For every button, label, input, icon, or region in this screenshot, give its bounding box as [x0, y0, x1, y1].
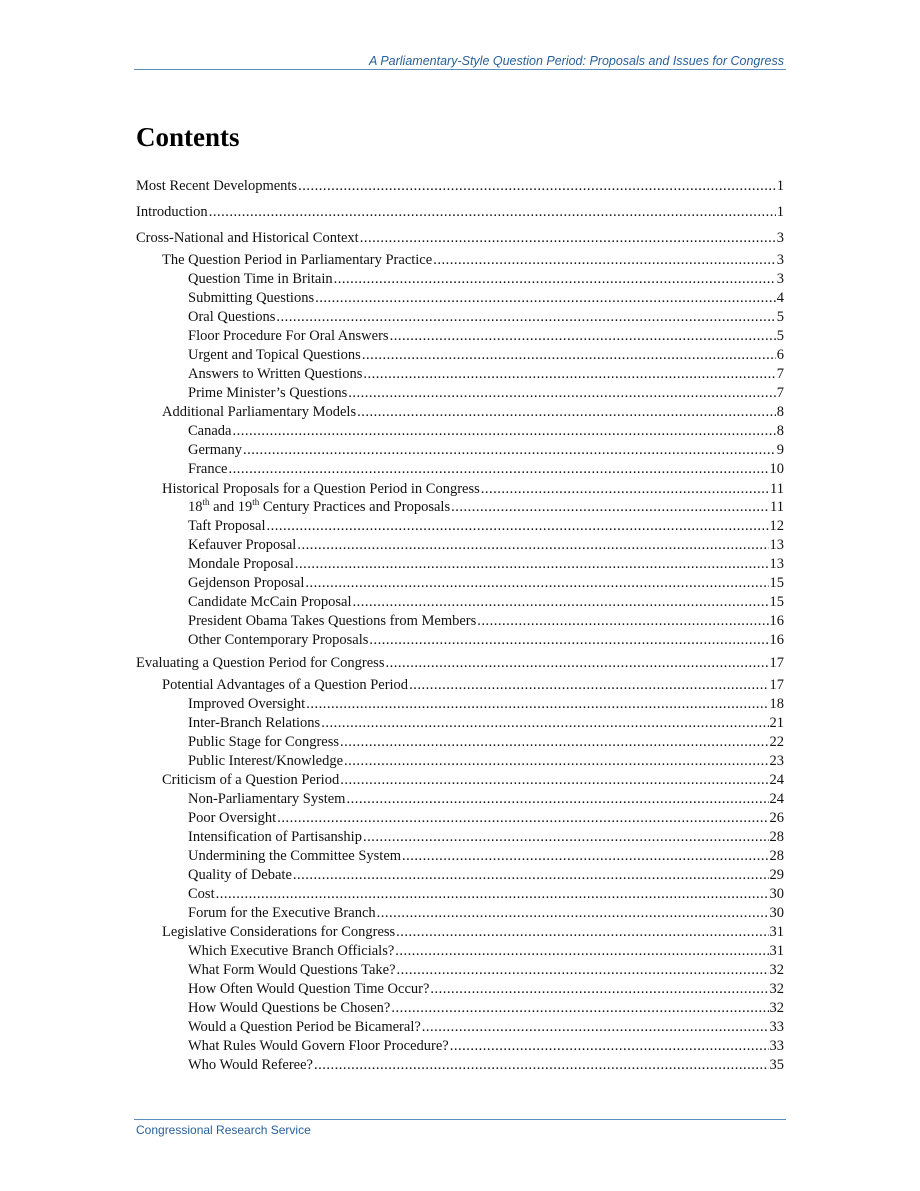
toc-entry[interactable] — [136, 203, 784, 221]
toc-entry[interactable] — [188, 612, 784, 630]
toc-entry-title: Evaluating a Question Period for Congress — [136, 655, 385, 671]
toc-page-number: 26 — [769, 810, 784, 826]
toc-page-number: 4 — [776, 290, 784, 306]
toc-entry-title: France — [188, 461, 228, 477]
toc-entry[interactable] — [136, 654, 784, 672]
toc-leader-dots — [295, 555, 769, 573]
toc-leader-dots — [353, 593, 769, 611]
running-header-title: A Parliamentary-Style Question Period: Proposals and Issues for Congress — [368, 54, 784, 68]
toc-page-number: 28 — [769, 848, 784, 864]
toc-entry[interactable] — [188, 555, 784, 573]
toc-entry-title: President Obama Takes Questions from Members — [188, 613, 477, 629]
toc-entry[interactable] — [162, 923, 784, 941]
toc-entry[interactable] — [188, 593, 784, 611]
toc-entry-title: Oral Questions — [188, 309, 276, 325]
toc-page-number: 3 — [776, 230, 784, 246]
toc-entry[interactable] — [188, 999, 784, 1017]
toc-entry-title: Submitting Questions — [188, 290, 315, 306]
toc-page-number: 5 — [776, 328, 784, 344]
toc-entry[interactable] — [162, 676, 784, 694]
toc-leader-dots — [450, 1037, 769, 1055]
toc-entry[interactable] — [188, 904, 784, 922]
toc-page-number: 15 — [769, 594, 784, 610]
toc-entry[interactable] — [188, 866, 784, 884]
toc-page-number: 17 — [769, 655, 784, 671]
toc-entry[interactable] — [188, 460, 784, 478]
toc-leader-dots — [216, 885, 769, 903]
toc-entry-title: Potential Advantages of a Question Period — [162, 677, 409, 693]
toc-page-number: 3 — [776, 252, 784, 268]
toc-leader-dots — [334, 270, 776, 288]
toc-entry-title: Forum for the Executive Branch — [188, 905, 376, 921]
toc-entry[interactable] — [188, 346, 784, 364]
toc-entry[interactable] — [188, 714, 784, 732]
toc-entry[interactable] — [162, 403, 784, 421]
toc-leader-dots — [409, 676, 768, 694]
toc-entry-title: The Question Period in Parliamentary Practice — [162, 252, 433, 268]
toc-entry-title: 18th and 19th Century Practices and Proposals — [188, 497, 451, 515]
toc-entry[interactable] — [188, 885, 784, 903]
toc-leader-dots — [306, 695, 768, 713]
toc-leader-dots — [397, 961, 769, 979]
toc-entry[interactable] — [136, 229, 784, 247]
toc-leader-dots — [363, 828, 769, 846]
toc-page-number: 1 — [776, 178, 784, 194]
toc-leader-dots — [422, 1018, 769, 1036]
toc-page-number: 15 — [769, 575, 784, 591]
toc-entry-title: How Would Questions be Chosen? — [188, 1000, 391, 1016]
toc-entry[interactable] — [188, 574, 784, 592]
toc-entry[interactable] — [162, 480, 784, 498]
toc-page-number: 23 — [769, 753, 784, 769]
toc-leader-dots — [276, 308, 775, 326]
toc-entry[interactable] — [188, 695, 784, 713]
toc-leader-dots — [363, 365, 775, 383]
toc-page-number: 29 — [769, 867, 784, 883]
toc-page-number: 35 — [769, 1057, 784, 1073]
toc-entry[interactable] — [188, 384, 784, 402]
toc-page-number: 22 — [769, 734, 784, 750]
toc-leader-dots — [315, 289, 776, 307]
footer-rule — [134, 1119, 786, 1120]
toc-page-number: 32 — [769, 962, 784, 978]
toc-page-number: 8 — [776, 404, 784, 420]
toc-entry-title: Which Executive Branch Officials? — [188, 943, 395, 959]
toc-entry-title: Other Contemporary Proposals — [188, 632, 369, 648]
toc-page-number: 8 — [776, 423, 784, 439]
toc-page-number: 32 — [769, 981, 784, 997]
toc-entry[interactable] — [162, 771, 784, 789]
toc-leader-dots — [377, 904, 769, 922]
toc-page-number: 9 — [776, 442, 784, 458]
toc-page-number: 31 — [769, 924, 784, 940]
toc-entry-title: Cross-National and Historical Context — [136, 230, 359, 246]
toc-entry[interactable] — [162, 251, 784, 269]
toc-entry[interactable] — [188, 631, 784, 649]
toc-entry-title: Mondale Proposal — [188, 556, 294, 572]
toc-leader-dots — [277, 809, 768, 827]
toc-entry[interactable] — [136, 177, 784, 195]
toc-leader-dots — [321, 714, 768, 732]
toc-leader-dots — [267, 517, 769, 535]
toc-page-number: 3 — [776, 271, 784, 287]
toc-leader-dots — [305, 574, 768, 592]
toc-leader-dots — [433, 251, 776, 269]
toc-page-number: 33 — [769, 1019, 784, 1035]
toc-page-number: 10 — [769, 461, 784, 477]
toc-entry-title: Non-Parliamentary System — [188, 791, 346, 807]
toc-leader-dots — [340, 733, 768, 751]
toc-entry-title: Improved Oversight — [188, 696, 306, 712]
toc-leader-dots — [340, 771, 768, 789]
toc-entry-title: Who Would Referee? — [188, 1057, 313, 1073]
toc-page-number: 30 — [769, 905, 784, 921]
toc-leader-dots — [298, 177, 776, 195]
toc-entry[interactable] — [188, 270, 784, 288]
toc-page-number: 12 — [769, 518, 784, 534]
toc-entry-title: What Form Would Questions Take? — [188, 962, 396, 978]
toc-leader-dots — [344, 752, 768, 770]
toc-page-number: 7 — [776, 366, 784, 382]
toc-leader-dots — [390, 327, 776, 345]
toc-page-number: 17 — [769, 677, 784, 693]
toc-entry[interactable] — [188, 289, 784, 307]
toc-entry[interactable] — [188, 441, 784, 459]
toc-entry-title: Most Recent Developments — [136, 178, 298, 194]
toc-entry-title: Answers to Written Questions — [188, 366, 363, 382]
toc-leader-dots — [402, 847, 768, 865]
toc-page-number: 6 — [776, 347, 784, 363]
toc-page-number: 32 — [769, 1000, 784, 1016]
toc-entry-title: Kefauver Proposal — [188, 537, 297, 553]
toc-entry-title: Additional Parliamentary Models — [162, 404, 357, 420]
toc-entry[interactable] — [188, 828, 784, 846]
toc-entry-title: Canada — [188, 423, 232, 439]
toc-page-number: 24 — [769, 772, 784, 788]
contents-heading: Contents — [136, 122, 240, 152]
toc-entry[interactable] — [188, 847, 784, 865]
toc-leader-dots — [360, 229, 776, 247]
toc-leader-dots — [357, 403, 776, 421]
toc-page-number: 5 — [776, 309, 784, 325]
toc-entry-title: Question Time in Britain — [188, 271, 333, 287]
toc-page-number: 16 — [769, 613, 784, 629]
toc-leader-dots — [477, 612, 768, 630]
toc-entry-title: Cost — [188, 886, 215, 902]
toc-entry-title: How Often Would Question Time Occur? — [188, 981, 430, 997]
toc-leader-dots — [297, 536, 768, 554]
toc-page-number: 11 — [770, 499, 784, 515]
toc-entry-title: Germany — [188, 442, 242, 458]
toc-entry-title: Quality of Debate — [188, 867, 292, 883]
toc-leader-dots — [391, 999, 768, 1017]
toc-entry-title: Prime Minister’s Questions — [188, 385, 348, 401]
toc-leader-dots — [346, 790, 768, 808]
toc-page-number: 18 — [769, 696, 784, 712]
toc-entry[interactable] — [188, 536, 784, 554]
toc-entry[interactable] — [188, 1037, 784, 1055]
toc-leader-dots — [396, 923, 768, 941]
toc-leader-dots — [348, 384, 776, 402]
toc-entry[interactable] — [188, 752, 784, 770]
toc-entry-title: Historical Proposals for a Question Period in Congress — [162, 481, 480, 497]
toc-entry-title: Intensification of Partisanship — [188, 829, 362, 845]
toc-leader-dots — [369, 631, 768, 649]
toc-leader-dots — [430, 980, 768, 998]
toc-entry[interactable] — [188, 517, 784, 535]
toc-entry-title: Legislative Considerations for Congress — [162, 924, 396, 940]
toc-page-number: 24 — [769, 791, 784, 807]
toc-entry-title: Would a Question Period be Bicameral? — [188, 1019, 421, 1035]
toc-page-number: 13 — [769, 556, 784, 572]
toc-entry-title: Criticism of a Question Period — [162, 772, 340, 788]
toc-leader-dots — [385, 654, 768, 672]
footer-source: Congressional Research Service — [136, 1123, 311, 1137]
toc-entry-title: Public Stage for Congress — [188, 734, 340, 750]
toc-page-number: 13 — [769, 537, 784, 553]
toc-leader-dots — [451, 498, 769, 516]
toc-entry[interactable] — [188, 961, 784, 979]
toc-entry[interactable] — [188, 942, 784, 960]
toc-page-number: 30 — [769, 886, 784, 902]
toc-entry[interactable] — [188, 365, 784, 383]
toc-entry[interactable] — [188, 790, 784, 808]
toc-entry-title: Poor Oversight — [188, 810, 277, 826]
toc-entry-title: Taft Proposal — [188, 518, 266, 534]
toc-entry[interactable] — [188, 498, 784, 516]
toc-entry-title: What Rules Would Govern Floor Procedure? — [188, 1038, 449, 1054]
toc-entry[interactable] — [188, 809, 784, 827]
toc-leader-dots — [362, 346, 776, 364]
toc-entry[interactable] — [188, 422, 784, 440]
toc-page-number: 33 — [769, 1038, 784, 1054]
toc-entry-title: Undermining the Committee System — [188, 848, 402, 864]
toc-entry-title: Public Interest/Knowledge — [188, 753, 344, 769]
toc-page-number: 7 — [776, 385, 784, 401]
toc-entry[interactable] — [188, 308, 784, 326]
toc-entry-title: Urgent and Topical Questions — [188, 347, 361, 363]
toc-page-number: 31 — [769, 943, 784, 959]
toc-leader-dots — [314, 1056, 769, 1074]
toc-entry[interactable] — [188, 1018, 784, 1036]
toc-entry[interactable] — [188, 980, 784, 998]
toc-entry-title: Floor Procedure For Oral Answers — [188, 328, 389, 344]
toc-entry-title: Inter-Branch Relations — [188, 715, 321, 731]
toc-leader-dots — [228, 460, 768, 478]
toc-entry[interactable] — [188, 733, 784, 751]
toc-entry[interactable] — [188, 1056, 784, 1074]
toc-leader-dots — [243, 441, 776, 459]
toc-leader-dots — [293, 866, 769, 884]
toc-page-number: 28 — [769, 829, 784, 845]
toc-entry-title: Gejdenson Proposal — [188, 575, 305, 591]
toc-entry-title: Introduction — [136, 204, 208, 220]
toc-leader-dots — [395, 942, 768, 960]
toc-page-number: 11 — [770, 481, 784, 497]
toc-leader-dots — [232, 422, 775, 440]
toc-page-number: 1 — [776, 204, 784, 220]
header-rule — [134, 69, 786, 70]
toc-entry-title: Candidate McCain Proposal — [188, 594, 352, 610]
toc-leader-dots — [481, 480, 769, 498]
toc-entry[interactable] — [188, 327, 784, 345]
toc-page-number: 16 — [769, 632, 784, 648]
toc-leader-dots — [209, 203, 776, 221]
toc-page-number: 21 — [769, 715, 784, 731]
